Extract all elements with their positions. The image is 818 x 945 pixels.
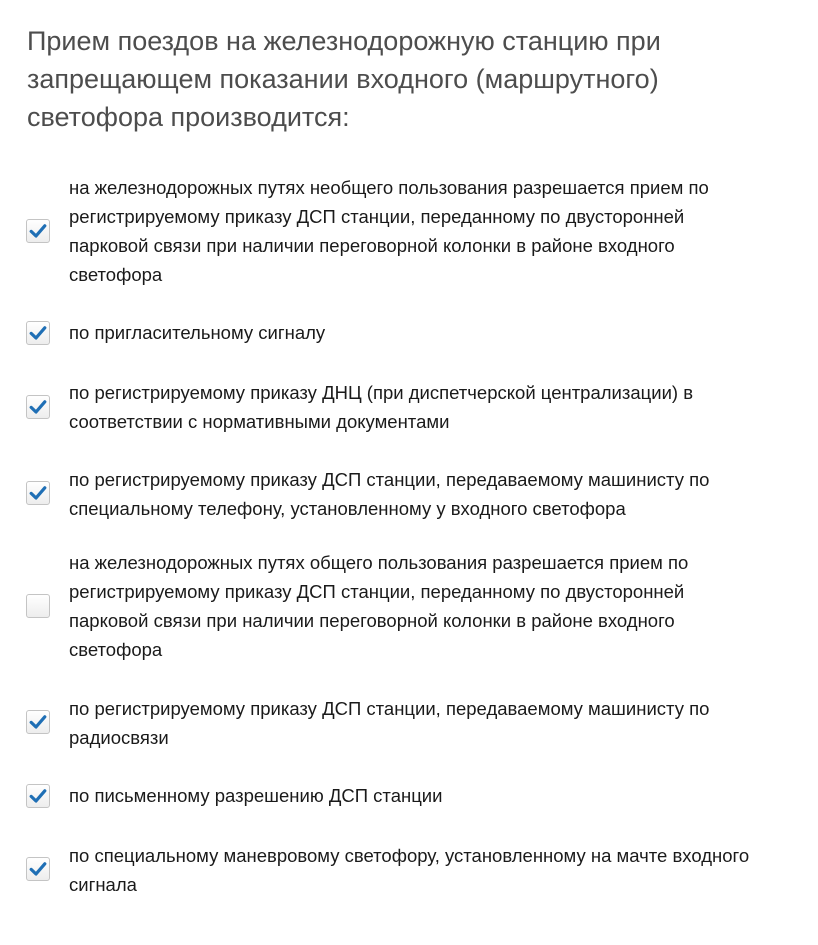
option-label — [69, 841, 818, 899]
checkmark-icon — [28, 221, 48, 241]
option-label-line: по письменному разрешению ДСП станции — [69, 785, 443, 806]
option-label — [69, 173, 818, 289]
option-label-line: регистрируемому приказу ДСП станции, переданному по двусторонней — [69, 206, 685, 227]
checkbox-unchecked[interactable] — [26, 594, 50, 618]
option-label-line: парковой связи при наличии переговорной колонки в районе входного — [69, 235, 675, 256]
option-label-line: на железнодорожных путях необщего пользования разрешается прием по — [69, 177, 709, 198]
option-label — [69, 694, 818, 752]
option-label-line: специальному телефону, установленному у входного светофора — [69, 498, 626, 519]
option-label-line: по регистрируемому приказу ДСП станции, передаваемому машинисту по — [69, 698, 710, 719]
option-label-line: светофора — [69, 264, 163, 285]
option-label-line: на железнодорожных путях общего пользования разрешается прием по — [69, 552, 689, 573]
option-label-line: светофора — [69, 639, 163, 660]
option-label-line: радиосвязи — [69, 727, 169, 748]
checkbox-checked[interactable] — [26, 219, 50, 243]
option-label-line: по регистрируемому приказу ДНЦ (при диспетчерской централизации) в — [69, 382, 694, 403]
option-label — [69, 318, 818, 347]
checkbox-checked[interactable] — [26, 481, 50, 505]
checkmark-icon — [28, 786, 48, 806]
checkmark-icon — [28, 712, 48, 732]
option-label — [69, 378, 818, 436]
checkmark-icon — [28, 483, 48, 503]
question-line: запрещающем показании входного (маршрутного) — [27, 64, 659, 94]
option-label — [69, 465, 818, 523]
option-label-line: парковой связи при наличии переговорной колонки в районе входного — [69, 610, 675, 631]
question-line: светофора производится: — [27, 102, 350, 132]
checkbox-checked[interactable] — [26, 710, 50, 734]
checkbox-checked[interactable] — [26, 395, 50, 419]
option-label — [69, 781, 818, 810]
option-label-line: по регистрируемому приказу ДСП станции, передаваемому машинисту по — [69, 469, 710, 490]
option-label-line: соответствии с нормативными документами — [69, 411, 450, 432]
option-label — [69, 548, 818, 664]
checkbox-checked[interactable] — [26, 784, 50, 808]
checkmark-icon — [28, 323, 48, 343]
checkbox-checked[interactable] — [26, 321, 50, 345]
option-label-line: сигнала — [69, 874, 137, 895]
option-label-line: по специальному маневровому светофору, установленному на мачте входного — [69, 845, 750, 866]
question-line: Прием поездов на железнодорожную станцию при — [27, 26, 661, 56]
option-label-line: по пригласительному сигналу — [69, 322, 326, 343]
checkmark-icon — [28, 859, 48, 879]
checkbox-checked[interactable] — [26, 857, 50, 881]
option-label-line: регистрируемому приказу ДСП станции, переданному по двусторонней — [69, 581, 685, 602]
checkmark-icon — [28, 397, 48, 417]
